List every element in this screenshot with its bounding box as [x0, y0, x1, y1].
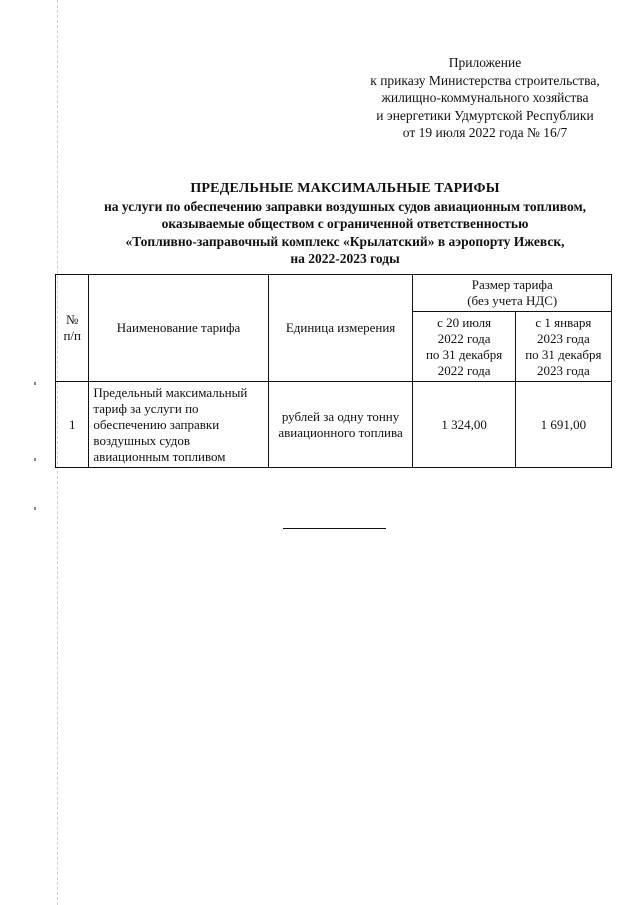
- row-tariff-name: Предельный максимальный тариф за услуги по обеспечению заправки воздушных судов авиационным топливом: [89, 382, 268, 468]
- header-tariff-size: Размер тарифа (без учета НДС): [413, 275, 612, 312]
- header-name: Наименование тарифа: [89, 275, 268, 382]
- title-line: на 2022-2023 годы: [290, 251, 400, 266]
- appendix-line: и энергетики Удмуртской Республики: [376, 107, 594, 123]
- header-unit: Единица измерения: [268, 275, 413, 382]
- title-line: «Топливно-заправочный комплекс «Крылатский» в аэропорту Ижевск,: [125, 233, 565, 249]
- scan-mark: [34, 458, 36, 461]
- table-row: [56, 382, 612, 468]
- document-title: [55, 180, 635, 268]
- appendix-line: от 19 июля 2022 года № 16/7: [402, 125, 568, 140]
- row-num: 1: [56, 382, 89, 468]
- scan-mark: [34, 507, 36, 510]
- row-value-2023: 1 691,00: [515, 382, 611, 468]
- header-period-2022: с 20 июля 2022 года по 31 декабря 2022 года: [413, 312, 515, 382]
- appendix-block: [340, 54, 630, 142]
- row-unit: рублей за одну тонну авиационного топлива: [268, 382, 413, 468]
- appendix-line: Приложение: [448, 55, 522, 70]
- title-line: на услуги по обеспечению заправки воздушных судов авиационным топливом,: [103, 198, 587, 214]
- table-header-row: [56, 275, 612, 312]
- scan-mark: [34, 382, 36, 385]
- appendix-line: к приказу Министерства строительства,: [370, 72, 600, 88]
- title-line: оказываемые обществом с ограниченной ответственностью: [161, 216, 529, 231]
- title-heading: ПРЕДЕЛЬНЫЕ МАКСИМАЛЬНЫЕ ТАРИФЫ: [190, 181, 500, 196]
- appendix-line: жилищно-коммунального хозяйства: [381, 90, 589, 105]
- header-num: № п/п: [56, 275, 89, 382]
- row-value-2022: 1 324,00: [413, 382, 515, 468]
- end-divider: [283, 528, 386, 529]
- tariff-table: [55, 274, 612, 468]
- header-period-2023: с 1 января 2023 года по 31 декабря 2023 года: [515, 312, 611, 382]
